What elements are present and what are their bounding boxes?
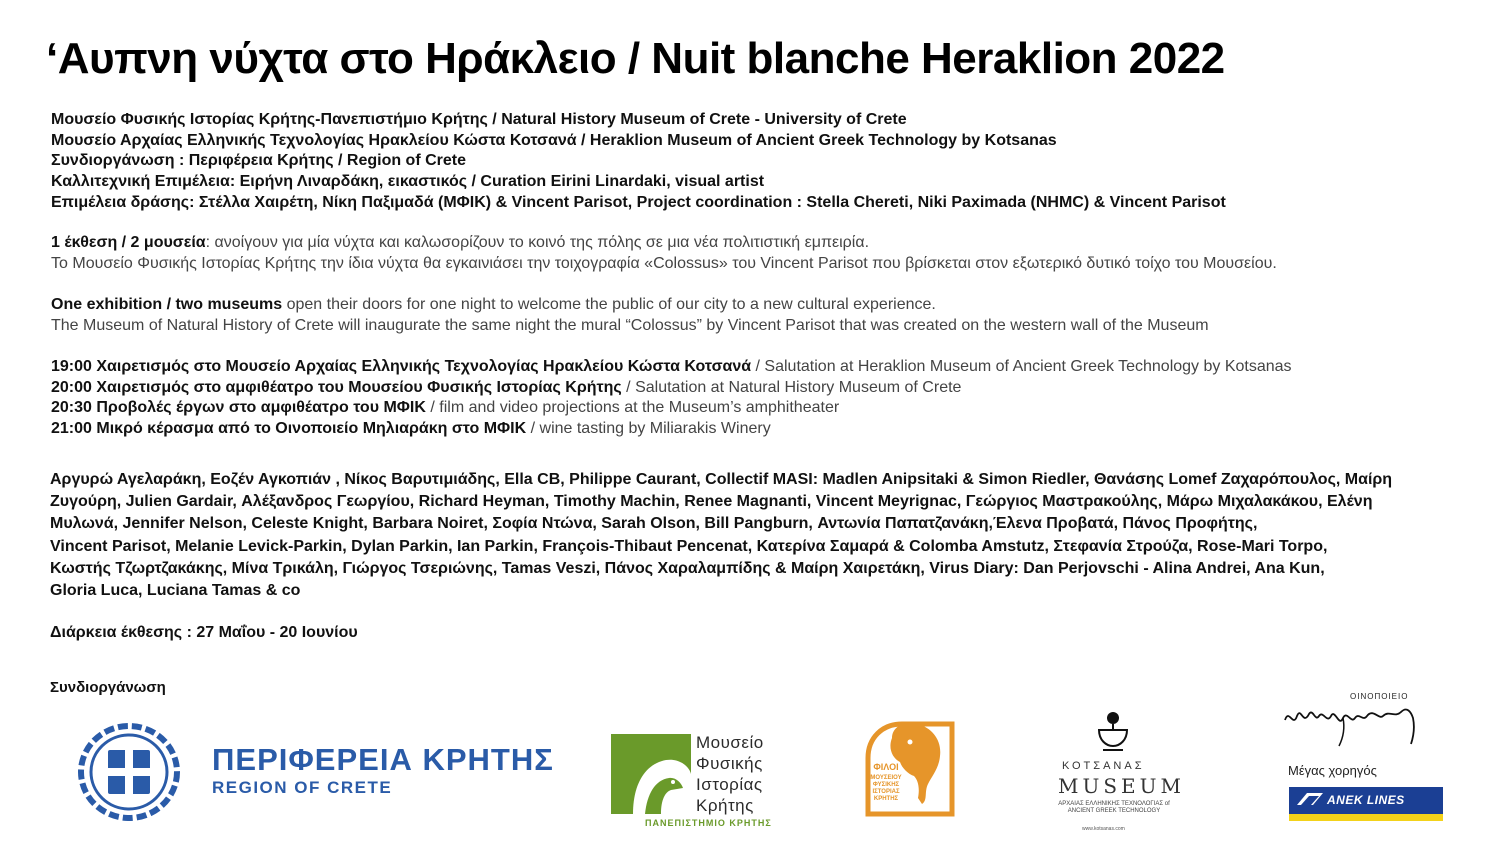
anek-lines-logo [1289, 787, 1443, 821]
organizers-block [51, 110, 1226, 214]
schedule-item: 21:00 Μικρό κέρασμα από το Οινοποιείο Μηλιαράκη στο ΜΦΙΚ / wine tasting by Miliarakis Winery [51, 420, 771, 438]
organizer-line: Επιμέλεια δράσης: Στέλλα Χαιρέτη, Νίκη Παξιμαδά (ΜΦΙΚ) & Vincent Parisot, Project coordination : Stella Chereti, Niki Paximada (NHMC) & Vincent Parisot [51, 193, 1226, 211]
region-crete-name: ΠΕΡΙΦΕΡΕΙΑ ΚΡΗΤΗΣ [212, 742, 554, 777]
organizer-line: Μουσείο Αρχαίας Ελληνικής Τεχνολογίας Ηρακλείου Κώστα Κοτσανά / Heraklion Museum of Ancient Greek Technology by Kotsanas [51, 131, 1057, 149]
anek-yellow-stripe [1289, 814, 1443, 821]
kotsanas-lamp-icon [1096, 708, 1130, 752]
winery-signature-icon [1283, 698, 1418, 748]
region-crete-emblem-icon [78, 722, 180, 822]
kotsanas-name: ΚΟΤΣΑΝΑΣ [1062, 760, 1145, 772]
artists-line: Μυλωνά, Jennifer Nelson, Celeste Knight, Barbara Noiret, Σοφία Ντώνα, Sarah Olson, Bill Pangburn, Αντωνία Παπατζανάκη,Έλενα Προβατά, Πάνος Προφήτης, [50, 515, 1258, 533]
page-title: ‘Αυπνη νύχτα στο Ηράκλειο / Nuit blanche Heraklion 2022 [46, 34, 1225, 83]
artists-line: Ζυγούρη, Julien Gardair, Αλέξανδρος Γεωργίου, Richard Heyman, Timothy Machin, Renee Magnanti, Vincent Meyrignac, Γεώργιος Μαστρακούλης, Μάρω Μιχαλακάκου, Ελένη [50, 493, 1373, 511]
friends-line: ΦΥΣΙΚΗΣ [872, 782, 900, 788]
schedule-item: 20:30 Προβολές έργων στο αμφιθέατρο του ΜΦΙΚ / film and video projections at the Museum’s amphitheater [51, 399, 840, 417]
coorganization-label: Συνδιοργάνωση [50, 679, 166, 696]
friends-line: ΜΟΥΣΕΙΟΥ [870, 775, 902, 781]
artists-line: Gloria Luca, Luciana Tamas & co [50, 582, 301, 600]
nhm-crete-name: Μουσείο Φυσικής Ιστορίας Κρήτης [696, 733, 764, 815]
greek-intro-line2: Το Μουσείο Φυσικής Ιστορίας Κρήτης την ίδια νύχτα θα εγκαινιάσει την τοιχογραφία «Colossus» του Vincent Parisot που βρίσκεται στον εξωτερικό δυτικό τοίχο του Μουσείου. [51, 254, 1277, 272]
schedule-item: 19:00 Χαιρετισμός στο Μουσείο Αρχαίας Ελληνικής Τεχνολογίας Ηρακλείου Κώστα Κοτσανά / Salutation at Heraklion Museum of Ancient Greek Technology by Kotsanas [51, 358, 1292, 375]
nhm-crete-logo-icon [611, 734, 691, 814]
schedule-item: 20:00 Χαιρετισμός στο αμφιθέατρο του Μουσείου Φυσικής Ιστορίας Κρήτης / Salutation at Natural History Museum of Crete [51, 378, 962, 396]
organizer-line: Συνδιοργάνωση : Περιφέρεια Κρήτης / Region of Crete [51, 152, 467, 170]
greek-intro-text: : ανοίγουν για μία νύχτα και καλωσορίζουν το κοινό της πόλης σε μια νέα πολιτιστική εμπειρία. [205, 234, 870, 251]
kotsanas-museum-word: MUSEUM [1058, 774, 1185, 798]
greek-intro [51, 233, 1277, 274]
friends-line: ΙΣΤΟΡΙΑΣ [872, 789, 900, 795]
friends-line: ΦΙΛΟΙ [873, 762, 899, 772]
artists-line: Vincent Parisot, Melanie Levick-Parkin, Dylan Parkin, Ian Parkin, François-Thibaut Pencenat, Κατερίνα Σαμαρά & Colomba Amstutz, Στεφανία Στρούζα, Rose-Mari Torpo, [50, 537, 1328, 555]
organizer-line: Μουσείο Φυσικής Ιστορίας Κρήτης-Πανεπιστήμιο Κρήτης / Natural History Museum of Crete - University of Crete [51, 111, 907, 128]
english-intro-line2: The Museum of Natural History of Crete will inaugurate the same night the mural “Colossus” by Vincent Parisot that was created on the western wall of the Museum [51, 316, 1209, 334]
friends-museum-elephant-logo-icon [862, 718, 956, 818]
artists-line: Κωστής Τζωρτζακάκης, Μίνα Τρικάλη, Γιώργος Τσεριώνης, Tamas Veszi, Πάνος Χαραλαμπίδης & Μαίρη Χαιρετάκη, Virus Diary: Dan Perjovschi - Alina Andrei, Ana Kun, [50, 559, 1325, 577]
region-crete-name-en: REGION OF CRETE [212, 778, 393, 797]
english-intro [51, 295, 1209, 336]
grand-sponsor-label: Μέγας χορηγός [1288, 763, 1377, 778]
winery-label: ΟΙΝΟΠΟΙΕΙΟ [1350, 692, 1409, 701]
anek-lines-name: ANEK LINES [1327, 793, 1405, 807]
exhibition-duration: Διάρκεια έκθεσης : 27 Μαΐου - 20 Ιουνίου [50, 624, 358, 641]
friends-line: ΚΡΗΤΗΣ [873, 796, 899, 802]
greek-intro-lead: 1 έκθεση / 2 μουσεία [51, 234, 206, 251]
artists-list [50, 469, 1450, 602]
nhm-university-label: ΠΑΝΕΠΙΣΤΗΜΙΟ ΚΡΗΤΗΣ [645, 818, 772, 828]
anek-arrow-icon [1297, 793, 1323, 805]
kotsanas-subtitle: ΑΡΧΑΙΑΣ ΕΛΛΗΝΙΚΗΣ ΤΕΧΝΟΛΟΓΙΑΣ of ANCIENT GREEK TECHNOLOGY [1058, 801, 1170, 814]
schedule [51, 357, 1292, 440]
organizer-line: Καλλιτεχνική Επιμέλεια: Ειρήνη Λιναρδάκη, εικαστικός / Curation Eirini Linardaki, visual artist [51, 173, 765, 191]
english-intro-text: open their doors for one night to welcome the public of our city to a new cultural experience. [282, 296, 936, 313]
artists-line: Αργυρώ Αγελαράκη, Εοζέν Αγκοπιάν , Νίκος Βαρυτιμιάδης, Ella CB, Philippe Caurant, Collectif MASI: Madlen Anipsitaki & Simon Riedler, Θανάσης Lomef Ζαχαρόπουλος, Μαίρη [50, 471, 1393, 488]
english-intro-lead: One exhibition / two museums [51, 296, 283, 313]
kotsanas-url: www.kotsanas.com [1082, 826, 1125, 832]
